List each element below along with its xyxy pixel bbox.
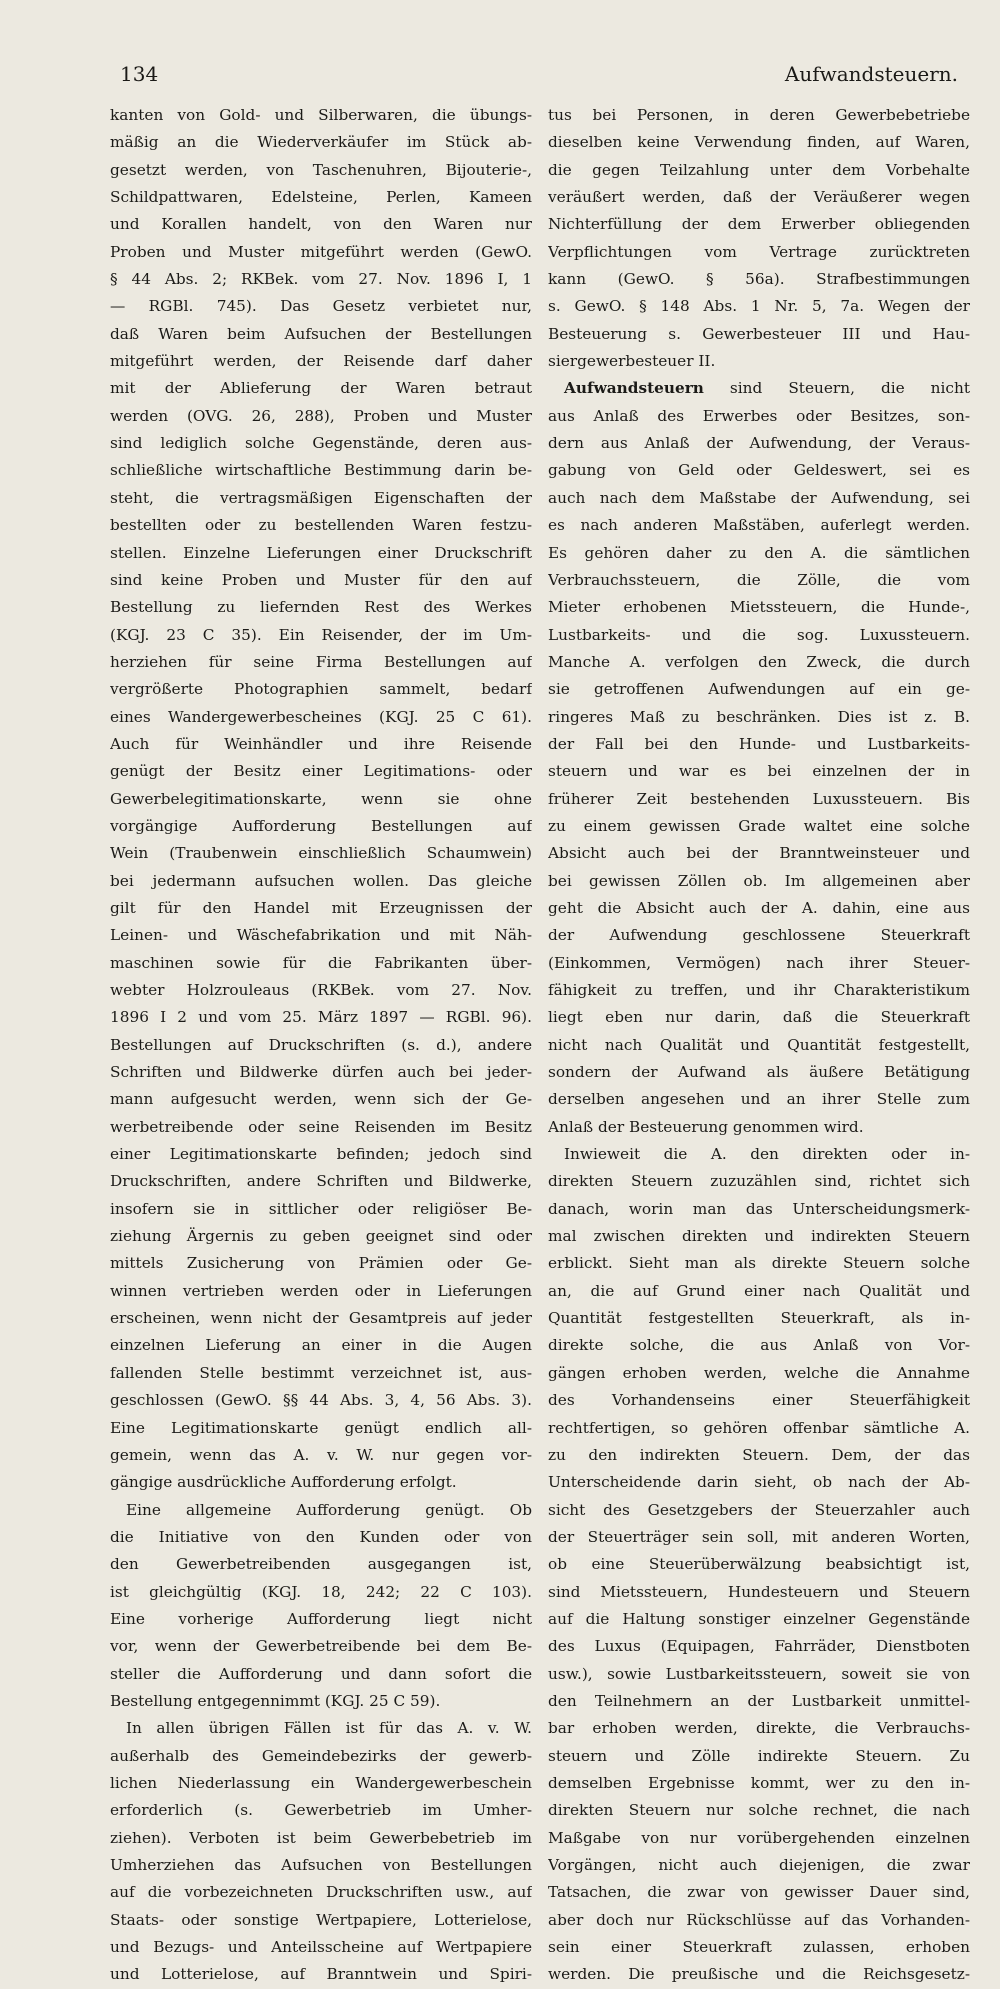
line-text: ist gleichgültig (KGJ. 18, 242; 22 C 103). (110, 1582, 532, 1601)
line-text: steller die Aufforderung und dann sofort die (110, 1664, 532, 1683)
text-line (110, 1360, 532, 1387)
line-text: sicht des Gesetzgebers der Steuerzahler auch (548, 1500, 970, 1519)
text-line (548, 211, 970, 238)
line-text: webter Holzrouleaus (RKBek. vom 27. Nov. (110, 981, 532, 999)
text-line (548, 1360, 970, 1387)
line-text: gabung von Geld oder Geldeswert, sei es (548, 461, 970, 480)
text-line (110, 211, 532, 238)
text-line (548, 1086, 970, 1113)
line-text: Es gehören daher zu den A. die sämtlichen (548, 543, 970, 562)
line-text: eines Wandergewerbescheines (KGJ. 25 C 61). (110, 707, 532, 726)
line-text: sind Steuern, die nicht (703, 379, 970, 398)
text-line (110, 239, 532, 266)
text-line (110, 1934, 532, 1961)
text-line (110, 1305, 532, 1332)
entry-term: Aufwandsteuern (564, 379, 704, 398)
line-text: Auch für Weinhändler und ihre Reisende (110, 734, 532, 753)
text-line (110, 813, 532, 840)
line-text: Gewerbelegitimationskarte, wenn sie ohne (110, 789, 532, 808)
text-line (110, 1879, 532, 1906)
line-text: Leinen- und Wäschefabrikation und mit Näh- (110, 926, 532, 945)
text-line (110, 1661, 532, 1688)
text-line (548, 239, 970, 266)
text-line (110, 1852, 532, 1879)
text-line (548, 1004, 970, 1031)
line-text: werden (OVG. 26, 288), Proben und Muster (110, 406, 532, 425)
text-line (110, 1168, 532, 1195)
text-line (548, 1825, 970, 1852)
line-text: mäßig an die Wiederverkäufer im Stück ab- (110, 133, 532, 152)
text-line (110, 348, 532, 375)
text-columns (110, 102, 970, 1989)
text-line (548, 1524, 970, 1551)
text-line (110, 1032, 532, 1059)
line-text: den Gewerbetreibenden ausgegangen ist, (110, 1555, 532, 1574)
text-line (110, 840, 532, 867)
line-text: auf die vorbezeichneten Druckschriften usw., auf (110, 1883, 532, 1902)
line-text: Manche A. verfolgen den Zweck, die durch (548, 652, 970, 671)
line-text: daß Waren beim Aufsuchen der Bestellungen (110, 324, 532, 343)
text-line (548, 704, 970, 731)
line-text: herziehen für seine Firma Bestellungen auf (110, 652, 532, 671)
line-text: erscheinen, wenn nicht der Gesamtpreis auf jeder (110, 1309, 532, 1328)
text-line (110, 129, 532, 156)
text-line (548, 457, 970, 484)
line-text: Quantität festgestellten Steuerkraft, als in- (548, 1309, 970, 1328)
line-text: steuern und war es bei einzelnen der in (548, 762, 970, 781)
line-text: ziehung Ärgernis zu geben geeignet sind oder (110, 1227, 532, 1246)
line-text: vergrößerte Photographien sammelt, bedarf (110, 680, 532, 699)
line-text: an, die auf Grund einer nach Qualität und (548, 1281, 970, 1300)
line-text: direkte solche, die aus Anlaß von Vor- (548, 1336, 970, 1355)
line-text: § 44 Abs. 2; RKBek. vom 27. Nov. 1896 I, 1 (110, 270, 532, 289)
line-text: bei jedermann aufsuchen wollen. Das gleiche (110, 871, 532, 890)
text-line (110, 1332, 532, 1359)
text-line (110, 321, 532, 348)
text-line (548, 895, 970, 922)
line-text: vor, wenn der Gewerbetreibende bei dem Be- (110, 1637, 532, 1656)
text-line (110, 157, 532, 184)
text-line (548, 1387, 970, 1414)
line-text: aber doch nur Rückschlüsse auf das Vorhanden- (548, 1910, 970, 1929)
line-text: sondern der Aufwand als äußere Betätigung (548, 1063, 970, 1082)
text-line (110, 1688, 532, 1715)
text-line (548, 1879, 970, 1906)
line-text: vorgängige Aufforderung Bestellungen auf (110, 816, 532, 835)
line-text: der Fall bei den Hunde- und Lustbarkeits- (548, 734, 970, 753)
line-text: früherer Zeit bestehenden Luxussteuern. Bis (548, 789, 970, 808)
text-line (110, 786, 532, 813)
text-line (548, 184, 970, 211)
line-text: Bestellung entgegennimmt (KGJ. 25 C 59). (110, 1691, 441, 1710)
text-line (548, 375, 970, 402)
text-line (110, 594, 532, 621)
line-text: zu den indirekten Steuern. Dem, der das (548, 1445, 970, 1464)
line-text: Staats- oder sonstige Wertpapiere, Lotterielose, (110, 1910, 532, 1929)
text-line (110, 375, 532, 402)
text-line (110, 950, 532, 977)
line-text: siergewerbesteuer II. (548, 352, 716, 371)
text-line (110, 540, 532, 567)
line-text: gängen erhoben werden, welche die Annahme (548, 1363, 970, 1382)
text-line (548, 567, 970, 594)
line-text: sind lediglich solche Gegenstände, deren aus- (110, 434, 532, 453)
text-line (110, 1469, 532, 1496)
text-line (548, 731, 970, 758)
line-text: werbetreibende oder seine Reisenden im Besitz (110, 1117, 532, 1136)
page-header (110, 58, 970, 94)
line-text: Tatsachen, die zwar von gewisser Dauer sind, (548, 1883, 970, 1902)
line-text: werden. Die preußische und die Reichsgesetz- (548, 1965, 970, 1984)
line-text: Umherziehen das Aufsuchen von Bestellungen (110, 1856, 532, 1874)
line-text: — RGBl. 745). Das Gesetz verbietet nur, (110, 297, 532, 316)
line-text: bestellten oder zu bestellenden Waren festzu- (110, 516, 532, 535)
line-text: veräußert werden, daß der Veräußerer wegen (548, 188, 970, 207)
text-line (548, 157, 970, 184)
line-text: Schriften und Bildwerke dürfen auch bei jeder- (110, 1063, 532, 1082)
text-line (548, 1305, 970, 1332)
line-text: tus bei Personen, in deren Gewerbebetriebe (548, 106, 970, 124)
line-text: einzelnen Lieferung an einer in die Augen (110, 1336, 532, 1355)
line-text: Besteuerung s. Gewerbesteuer III und Hau- (548, 324, 970, 343)
text-line (548, 540, 970, 567)
text-line (548, 758, 970, 785)
line-text: außerhalb des Gemeindebezirks der gewerb- (110, 1746, 532, 1765)
line-text: Verbrauchssteuern, die Zölle, die vom (548, 570, 970, 589)
line-text: Druckschriften, andere Schriften und Bildwerke, (110, 1172, 532, 1191)
text-line (548, 102, 970, 129)
line-text: Maßgabe von nur vorübergehenden einzelnen (548, 1828, 970, 1847)
text-line (110, 1743, 532, 1770)
line-text: steht, die vertragsmäßigen Eigenschaften der (110, 488, 532, 507)
line-text: den Teilnehmern an der Lustbarkeit unmittel- (548, 1691, 970, 1710)
text-line (548, 1661, 970, 1688)
text-line (110, 704, 532, 731)
line-text: mal zwischen direkten und indirekten Steuern (548, 1227, 970, 1246)
line-text: fähigkeit zu treffen, und ihr Charakteristikum (548, 981, 970, 999)
line-text: erforderlich (s. Gewerbetrieb im Umher- (110, 1801, 532, 1820)
line-text: Nichterfüllung der dem Erwerber obliegenden (548, 215, 970, 234)
line-text: demselben Ergebnisse kommt, wer zu den in- (548, 1773, 970, 1792)
text-line (548, 1332, 970, 1359)
text-line (110, 512, 532, 539)
text-line (548, 1934, 970, 1961)
text-line (548, 622, 970, 649)
text-line (110, 1715, 532, 1742)
line-text: sind keine Proben und Muster für den auf (110, 570, 532, 589)
text-line (110, 1579, 532, 1606)
line-text: Verpflichtungen vom Vertrage zurücktreten (548, 242, 970, 261)
text-line (110, 1086, 532, 1113)
text-line (548, 1633, 970, 1660)
line-text: und Korallen handelt, von den Waren nur (110, 215, 532, 234)
line-text: gesetzt werden, von Taschenuhren, Bijouterie-, (110, 160, 532, 179)
line-text: sie getroffenen Aufwendungen auf ein ge- (548, 680, 970, 699)
text-line (548, 266, 970, 293)
text-line (548, 129, 970, 156)
text-line (110, 1961, 532, 1988)
text-line (548, 977, 970, 1004)
text-line (548, 1743, 970, 1770)
line-text: gängige ausdrückliche Aufforderung erfolgt. (110, 1473, 457, 1492)
text-line (110, 895, 532, 922)
line-text: geschlossen (GewO. §§ 44 Abs. 3, 4, 56 Abs. 3). (110, 1391, 532, 1410)
line-text: kann (GewO. § 56a). Strafbestimmungen (548, 270, 970, 289)
text-line (110, 485, 532, 512)
text-line (110, 567, 532, 594)
line-text: usw.), sowie Lustbarkeitssteuern, soweit sie von (548, 1664, 970, 1683)
text-line (110, 868, 532, 895)
text-line (548, 922, 970, 949)
text-line (548, 1278, 970, 1305)
text-line (110, 922, 532, 949)
text-line (548, 1250, 970, 1277)
text-line (110, 1633, 532, 1660)
line-text: zu einem gewissen Grade waltet eine solche (548, 816, 970, 835)
line-text: auch nach dem Maßstabe der Aufwendung, sei (548, 488, 970, 507)
line-text: sein einer Steuerkraft zulassen, erhoben (548, 1938, 970, 1957)
text-line (548, 676, 970, 703)
line-text: nicht nach Qualität und Quantität festgestellt, (548, 1035, 970, 1054)
text-line (548, 1961, 970, 1988)
line-text: des Vorhandenseins einer Steuerfähigkeit (548, 1391, 970, 1410)
text-line (110, 184, 532, 211)
text-line (548, 594, 970, 621)
text-line (110, 622, 532, 649)
text-line (548, 1688, 970, 1715)
line-text: Inwieweit die A. den direkten oder in- (564, 1145, 970, 1164)
line-text: mitgeführt werden, der Reisende darf daher (110, 352, 532, 371)
line-text: einer Legitimationskarte befinden; jedoch sind (110, 1145, 532, 1164)
line-text: winnen vertrieben werden oder in Lieferungen (110, 1281, 532, 1300)
line-text: direkten Steuern nur solche rechnet, die nach (548, 1801, 970, 1820)
line-text: fallenden Stelle bestimmt verzeichnet ist, aus- (110, 1363, 532, 1382)
line-text: Unterscheidende darin sieht, ob nach der Ab- (548, 1473, 970, 1492)
text-line (548, 649, 970, 676)
line-text: Mieter erhobenen Mietssteuern, die Hunde-, (548, 598, 970, 617)
line-text: In allen übrigen Fällen ist für das A. v. W. (126, 1719, 532, 1738)
line-text: gemein, wenn das A. v. W. nur gegen vor- (110, 1445, 532, 1464)
line-text: mit der Ablieferung der Waren betraut (110, 379, 532, 398)
text-line (548, 512, 970, 539)
line-text: steuern und Zölle indirekte Steuern. Zu (548, 1746, 970, 1765)
text-line (548, 1415, 970, 1442)
line-text: die Initiative von den Kunden oder von (110, 1527, 532, 1546)
text-line (110, 1907, 532, 1934)
text-line (548, 1469, 970, 1496)
text-line (548, 840, 970, 867)
line-text: ob eine Steuerüberwälzung beabsichtigt ist, (548, 1555, 970, 1574)
line-text: Proben und Muster mitgeführt werden (GewO. (110, 242, 532, 261)
text-line (548, 1497, 970, 1524)
line-text: dieselben keine Verwendung finden, auf Waren, (548, 133, 970, 152)
line-text: und Bezugs- und Anteilsscheine auf Wertpapiere (110, 1938, 532, 1957)
text-line (548, 1797, 970, 1824)
line-text: Bestellung zu liefernden Rest des Werkes (110, 598, 532, 617)
text-line (110, 1004, 532, 1031)
text-line (110, 1497, 532, 1524)
line-text: mittels Zusicherung von Prämien oder Ge- (110, 1254, 532, 1273)
line-text: direkten Steuern zuzuzählen sind, richtet sich (548, 1172, 970, 1191)
text-line (548, 1770, 970, 1797)
line-text: auf die Haltung sonstiger einzelner Gegenstände (548, 1609, 970, 1628)
text-line (110, 1770, 532, 1797)
text-line (110, 676, 532, 703)
text-line (548, 1168, 970, 1195)
line-text: mann aufgesucht werden, wenn sich der Ge- (110, 1090, 532, 1109)
text-line (548, 430, 970, 457)
line-text: (KGJ. 23 C 35). Ein Reisender, der im Um- (110, 625, 532, 644)
line-text: erblickt. Sieht man als direkte Steuern solche (548, 1254, 970, 1273)
text-line (110, 1825, 532, 1852)
line-text: Lustbarkeits- und die sog. Luxussteuern. (548, 625, 970, 644)
text-line (110, 102, 532, 129)
text-line (548, 786, 970, 813)
text-line (110, 1223, 532, 1250)
text-line (110, 1250, 532, 1277)
line-text: Eine allgemeine Aufforderung genügt. Ob (126, 1500, 532, 1519)
line-text: aus Anlaß des Erwerbes oder Besitzes, son- (548, 406, 970, 425)
text-line (110, 457, 532, 484)
text-line (548, 1715, 970, 1742)
text-line (110, 1114, 532, 1141)
line-text: geht die Absicht auch der A. dahin, eine aus (548, 898, 970, 917)
right-column (548, 102, 970, 1989)
text-line (548, 293, 970, 320)
line-text: ringeres Maß zu beschränken. Dies ist z. B. (548, 707, 970, 726)
line-text: dern aus Anlaß der Aufwendung, der Veraus- (548, 434, 970, 453)
left-column (110, 102, 532, 1989)
text-line (110, 731, 532, 758)
line-text: der Steuerträger sein soll, mit anderen Worten, (548, 1527, 970, 1546)
text-line (110, 1524, 532, 1551)
line-text: Eine vorherige Aufforderung liegt nicht (110, 1609, 532, 1628)
text-line (548, 813, 970, 840)
text-line (110, 1606, 532, 1633)
running-head: Aufwandsteuern. (784, 62, 958, 86)
text-line (548, 1141, 970, 1168)
page-number: 134 (120, 62, 159, 86)
line-text: s. GewO. § 148 Abs. 1 Nr. 5, 7a. Wegen der (548, 297, 970, 316)
text-line (548, 1223, 970, 1250)
text-line (548, 1907, 970, 1934)
line-text: bar erhoben werden, direkte, die Verbrauchs- (548, 1719, 970, 1738)
text-line (110, 293, 532, 320)
text-line (548, 1032, 970, 1059)
text-line (110, 1059, 532, 1086)
line-text: kanten von Gold- und Silberwaren, die übungs- (110, 106, 532, 124)
text-line (110, 266, 532, 293)
text-line (110, 1387, 532, 1414)
line-text: Vorgängen, nicht auch diejenigen, die zwar (548, 1856, 970, 1874)
line-text: sind Mietssteuern, Hundesteuern und Steuern (548, 1582, 970, 1601)
text-line (110, 403, 532, 430)
text-line (548, 1579, 970, 1606)
line-text: es nach anderen Maßstäben, auferlegt werden. (548, 516, 970, 535)
text-line (548, 403, 970, 430)
line-text: rechtfertigen, so gehören offenbar sämtliche A. (548, 1418, 970, 1437)
text-line (548, 1196, 970, 1223)
text-line (110, 977, 532, 1004)
line-text: lichen Niederlassung ein Wandergewerbeschein (110, 1773, 532, 1792)
text-line (110, 1442, 532, 1469)
text-line (548, 1114, 970, 1141)
text-line (110, 1415, 532, 1442)
text-line (548, 1551, 970, 1578)
line-text: ziehen). Verboten ist beim Gewerbebetrieb im (110, 1828, 532, 1847)
text-line (548, 1059, 970, 1086)
line-text: bei gewissen Zöllen ob. Im allgemeinen aber (548, 871, 970, 890)
line-text: (Einkommen, Vermögen) nach ihrer Steuer- (548, 953, 970, 972)
text-line (548, 1606, 970, 1633)
line-text: stellen. Einzelne Lieferungen einer Druckschrift (110, 543, 532, 562)
line-text: Anlaß der Besteuerung genommen wird. (548, 1117, 864, 1136)
line-text: gilt für den Handel mit Erzeugnissen der (110, 898, 532, 917)
line-text: genügt der Besitz einer Legitimations- oder (110, 762, 532, 781)
text-line (548, 321, 970, 348)
line-text: maschinen sowie für die Fabrikanten über- (110, 953, 532, 972)
line-text: derselben angesehen und an ihrer Stelle zum (548, 1090, 970, 1109)
line-text: der Aufwendung geschlossene Steuerkraft (548, 926, 970, 945)
line-text: insofern sie in sittlicher oder religiöser Be- (110, 1199, 532, 1218)
text-line (548, 950, 970, 977)
line-text: liegt eben nur darin, daß die Steuerkraft (548, 1008, 970, 1027)
line-text: Bestellungen auf Druckschriften (s. d.), andere (110, 1035, 532, 1054)
text-line (548, 485, 970, 512)
text-line (110, 649, 532, 676)
line-text: schließliche wirtschaftliche Bestimmung darin be- (110, 461, 532, 480)
text-line (548, 868, 970, 895)
line-text: Schildpattwaren, Edelsteine, Perlen, Kameen (110, 188, 532, 207)
line-text: Wein (Traubenwein einschließlich Schaumwein) (110, 844, 532, 863)
text-line (110, 1196, 532, 1223)
line-text: und Lotterielose, auf Branntwein und Spiri- (110, 1965, 532, 1984)
line-text: Absicht auch bei der Branntweinsteuer und (548, 844, 970, 863)
text-line (110, 1141, 532, 1168)
line-text: die gegen Teilzahlung unter dem Vorbehalte (548, 160, 970, 179)
line-text: des Luxus (Equipagen, Fahrräder, Dienstboten (548, 1637, 970, 1656)
text-line (548, 1442, 970, 1469)
text-line (548, 1852, 970, 1879)
text-line (110, 1278, 532, 1305)
line-text: Eine Legitimationskarte genügt endlich all- (110, 1418, 532, 1437)
text-line (110, 758, 532, 785)
text-line (548, 348, 970, 375)
text-line (110, 1797, 532, 1824)
line-text: danach, worin man das Unterscheidungsmerk- (548, 1199, 970, 1218)
line-text: 1896 I 2 und vom 25. März 1897 — RGBl. 96). (110, 1008, 532, 1027)
text-line (110, 430, 532, 457)
text-line (110, 1551, 532, 1578)
